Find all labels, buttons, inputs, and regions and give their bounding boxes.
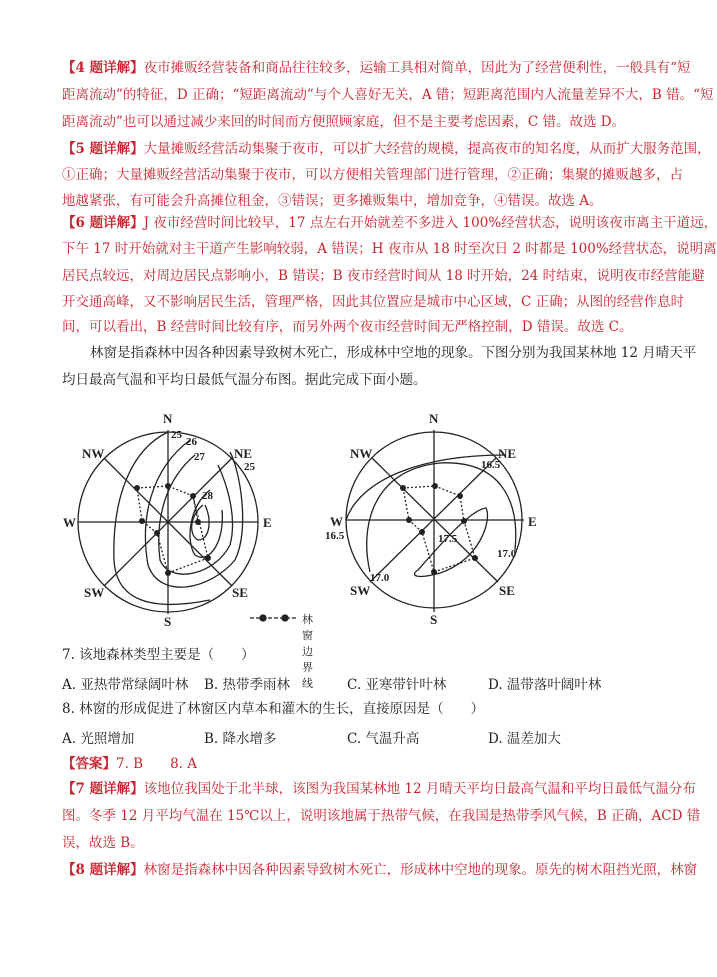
right-dir-nw: NW: [350, 446, 373, 461]
right-dir-e: E: [528, 514, 537, 529]
left-dir-sw: SW: [84, 585, 105, 600]
q7-explanation-line-1: [62, 780, 696, 798]
left-dir-ne: NE: [234, 446, 253, 461]
right-dir-w: W: [330, 514, 343, 529]
q8-option-a: A. 光照增加: [62, 731, 135, 747]
q4-explanation-line-2: 距离流动”的特征，D 正确；“短距离流动”与个人喜好无关，A 错；短距离范围内人流量差异不大，B 错。“短: [62, 87, 714, 103]
right-label-17-5: 17.5: [438, 533, 458, 545]
right-dir-ne: NE: [498, 446, 517, 461]
q4-explanation-line-3: 距离流动”也可以通过减少来回的时间而方便照顾家庭，但不是主要考虑因素，C 错。故选 D。: [62, 114, 626, 130]
q4-tag: 【4 题详解】: [62, 60, 144, 76]
left-label-27: 27: [194, 451, 205, 463]
answer-tag: 【答案】: [62, 756, 116, 772]
right-label-17-0-sw: 17.0: [370, 572, 390, 584]
text: 夜市摊贩经营装备和商品往往较多，运输工具相对简单，因此为了经营便利性，一般具有“短: [143, 60, 691, 76]
q7-stem: 7. 该地森林类型主要是（ ）: [62, 647, 255, 663]
legend-label: 林窗边界线: [302, 613, 313, 690]
intro-line-1: 林窗是指森林中因各种因素导致树木死亡，形成林中空地的现象。下图分别为我国某林地 12 月晴天平: [90, 345, 697, 361]
q8-explanation-line-1: [62, 861, 698, 879]
q8-stem: 8. 林窗的形成促进了林窗区内草本和灌木的生长，直接原因是（ ）: [62, 701, 485, 717]
right-dir-s: S: [430, 612, 438, 627]
answer-text: 7. B 8. A: [116, 756, 198, 772]
right-dir-se: SE: [499, 583, 515, 598]
right-dir-sw: SW: [350, 583, 371, 598]
q6-explanation-line-4: 开交通高峰，又不影响居民生活，管理严格，因此其位置应是城市中心区域，C 正确；从图的经营作息时: [62, 294, 685, 310]
left-dir-e: E: [263, 515, 272, 530]
text: J 夜市经营时间比较早，17 点左右开始就差不多进入 100%经营状态，说明该夜市离主干道远，: [143, 215, 717, 231]
q6-explanation-line-5: 间，可以看出，B 经营时间比较有序，而另外两个夜市经营时间无严格控制，D 错误。故选 C。: [62, 319, 633, 335]
text: 该地位我国处于北半球，该图为我国某林地 12 月晴天平均日最高气温和平均日最低气温分布: [143, 781, 696, 797]
max-temperature-chart: [78, 430, 258, 614]
right-label-16-5-w: 16.5: [325, 530, 345, 542]
left-label-26: 26: [186, 436, 197, 448]
q8-option-c: C. 气温升高: [347, 731, 420, 747]
q8-tag: 【8 题详解】: [62, 862, 144, 878]
q7-option-a: A. 亚热带常绿阔叶林: [62, 677, 189, 693]
q7-tag: 【7 题详解】: [62, 781, 144, 797]
legend: [250, 615, 298, 621]
q5-explanation-line-2: ①正确；大量摊贩经营活动集聚于夜市，可以方便相关管理部门进行管理，②正确；集聚的摊贩越多，占: [62, 167, 683, 183]
answer-line: [62, 755, 634, 773]
q6-explanation-line-2: 下午 17 时开始就对主干道产生影响较弱，A 错误；H 夜市从 18 时至次日 2 时都是 100%经营状态，说明离: [62, 241, 717, 257]
left-dir-se: SE: [232, 585, 248, 600]
text: 林窗是指森林中因各种因素导致树木死亡，形成林中空地的现象。原先的树木阻挡光照，林窗: [143, 862, 698, 878]
text: 大量摊贩经营活动集聚于夜市，可以扩大经营的规模，提高夜市的知名度，从而扩大服务范围，: [143, 141, 711, 157]
right-dir-n: N: [429, 411, 439, 426]
left-dir-nw: NW: [82, 446, 105, 461]
q5-tag: 【5 题详解】: [62, 141, 144, 157]
intro-line-2: 均日最高气温和平均日最低气温分布图。据此完成下面小题。: [62, 372, 427, 388]
q7-explanation-line-3: 误，故选 B。: [62, 835, 144, 851]
q8-option-b: B. 降水增多: [204, 731, 277, 747]
q5-explanation-line-3: 地越紧张，有可能会升高摊位租金，③错误；更多摊贩集中，增加竞争，④错误。故选 A。: [62, 193, 603, 209]
q7-option-c: C. 亚寒带针叶林: [347, 677, 447, 693]
left-label-28: 28: [202, 490, 213, 502]
left-dir-n: N: [163, 411, 173, 426]
q6-explanation-line-3: 居民点较远，对周边居民点影响小，B 错误；B 夜市经营时间从 18 时开始，24 时结束，说明夜市经营能避: [62, 268, 705, 284]
left-label-25-east: 25: [244, 461, 255, 473]
right-label-17-0-e: 17.0: [497, 548, 517, 560]
q8-option-d: D. 温差加大: [488, 731, 561, 747]
q7-option-b: B. 热带季雨林: [204, 677, 291, 693]
left-dir-s: S: [164, 614, 172, 629]
q7-option-d: D. 温带落叶阔叶林: [488, 677, 602, 693]
q7-explanation-line-2: 图。冬季 12 月平均气温在 15℃以上，说明该地属于热带气候，在我国是热带季风气候，B 正确，ACD 错: [62, 808, 701, 824]
left-label-25: 25: [171, 429, 182, 441]
q6-tag: 【6 题详解】: [62, 215, 144, 231]
left-dir-w: W: [63, 515, 76, 530]
right-label-16-5-ne: 16.5: [481, 459, 501, 471]
